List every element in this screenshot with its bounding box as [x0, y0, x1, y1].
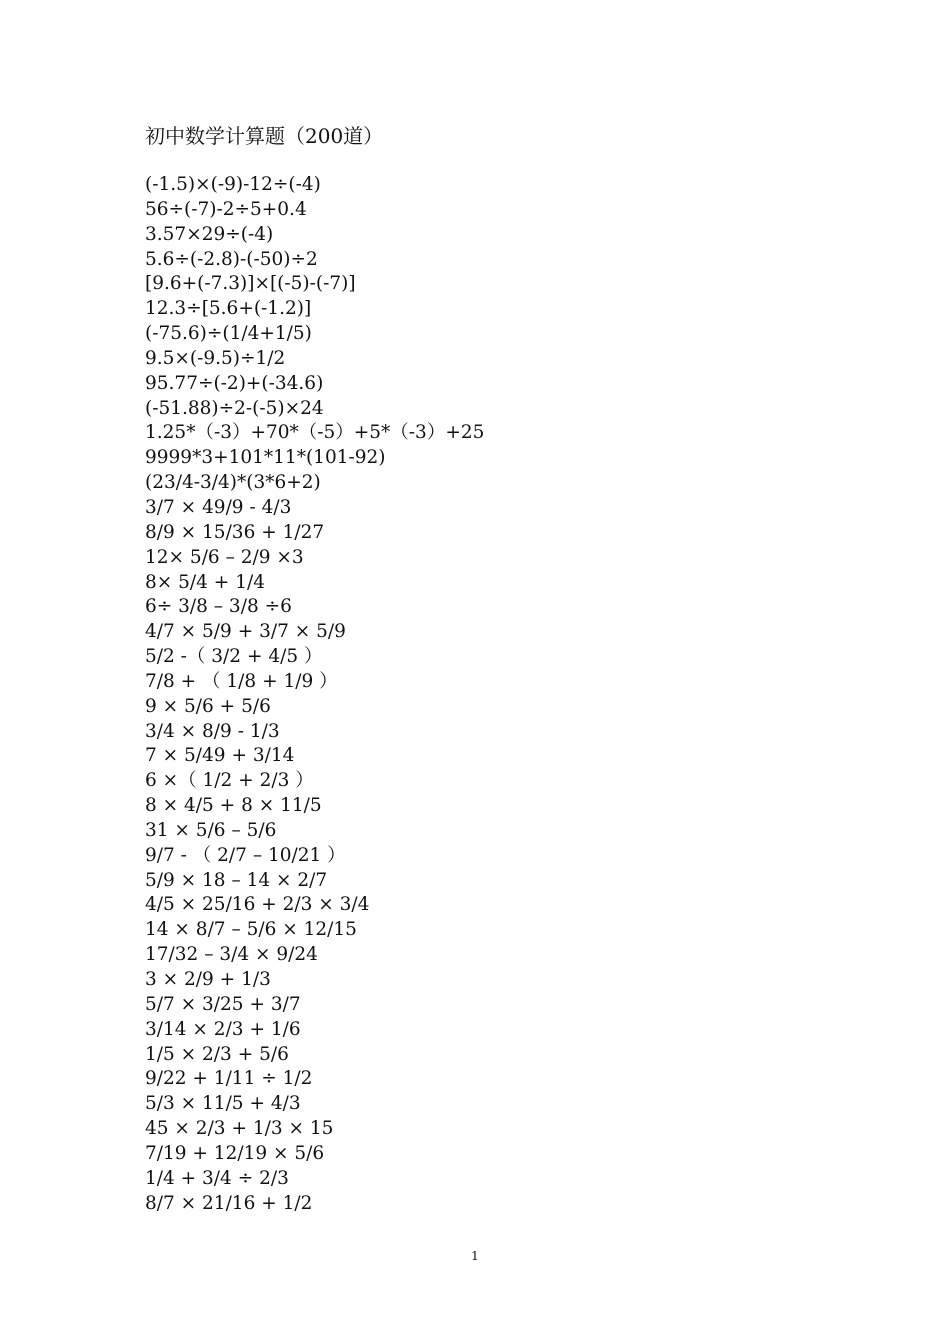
- problem-line: 7/8 + （ 1/8 + 1/9 ）: [145, 670, 338, 692]
- problem-line: 4/7 × 5/9 + 3/7 × 5/9: [145, 621, 346, 643]
- problem-line: 8 × 4/5 + 8 × 11/5: [145, 795, 322, 817]
- problem-line: 7/19 + 12/19 × 5/6: [145, 1142, 325, 1164]
- problem-line: 6 ×（ 1/2 + 2/3 ）: [145, 770, 314, 792]
- problem-line: 5/7 × 3/25 + 3/7: [145, 993, 301, 1015]
- problem-line: 3 × 2/9 + 1/3: [145, 969, 271, 990]
- problem-line: 45 × 2/3 + 1/3 × 15: [145, 1118, 334, 1140]
- problem-line: 7 × 5/49 + 3/14: [145, 745, 295, 767]
- problem-line: 9.5×(-9.5)÷1/2: [145, 347, 286, 369]
- problem-line: 12× 5/6 – 2/9 ×3: [145, 546, 304, 568]
- problem-line: 9/7 - （ 2/7 – 10/21 ）: [145, 844, 346, 866]
- problem-line: 1/5 × 2/3 + 5/6: [145, 1043, 289, 1065]
- problem-line: 5/2 -（ 3/2 + 4/5 ）: [145, 646, 323, 668]
- problem-line: 5.6÷(-2.8)-(-50)÷2: [145, 248, 318, 270]
- problem-line: (23/4-3/4)*(3*6+2): [145, 472, 321, 494]
- problem-line: 9/22 + 1/11 ÷ 1/2: [145, 1068, 313, 1090]
- problem-line: 3/4 × 8/9 - 1/3: [145, 720, 280, 742]
- problem-line: 5/3 × 11/5 + 4/3: [145, 1093, 301, 1115]
- problem-line: 9999*3+101*11*(101-92): [145, 447, 386, 469]
- problem-line: 8/9 × 15/36 + 1/27: [145, 521, 325, 543]
- problem-line: 6÷ 3/8 – 3/8 ÷6: [145, 596, 292, 618]
- problem-line: 3/14 × 2/3 + 1/6: [145, 1018, 301, 1040]
- page-title: 初中数学计算题（200道）: [145, 124, 384, 148]
- problem-line: 17/32 – 3/4 × 9/24: [145, 944, 318, 966]
- problem-list: [145, 173, 484, 1216]
- problem-line: 1/4 + 3/4 ÷ 2/3: [145, 1167, 289, 1189]
- problem-line: 56÷(-7)-2÷5+0.4: [145, 198, 307, 220]
- problem-line: 1.25*（-3）+70*（-5）+5*（-3）+25: [145, 422, 485, 444]
- problem-line: 31 × 5/6 – 5/6: [145, 819, 277, 841]
- problem-line: (-51.88)÷2-(-5)×24: [145, 397, 324, 419]
- problem-line: (-75.6)÷(1/4+1/5): [145, 323, 312, 345]
- problem-line: 8× 5/4 + 1/4: [145, 571, 265, 593]
- problem-line: 95.77÷(-2)+(-34.6): [145, 372, 324, 394]
- problem-line: 3/7 × 49/9 - 4/3: [145, 496, 292, 518]
- problem-line: 5/9 × 18 – 14 × 2/7: [145, 869, 328, 891]
- problem-line: [9.6+(-7.3)]×[(-5)-(-7)]: [145, 273, 356, 295]
- problem-line: 4/5 × 25/16 + 2/3 × 3/4: [145, 894, 370, 916]
- problem-line: 12.3÷[5.6+(-1.2)]: [145, 298, 312, 320]
- problem-line: 9 × 5/6 + 5/6: [145, 695, 271, 717]
- problem-line: 14 × 8/7 – 5/6 × 12/15: [145, 919, 357, 941]
- page-number: 1: [471, 1249, 479, 1263]
- problem-line: 8/7 × 21/16 + 1/2: [145, 1192, 313, 1214]
- problem-line: 3.57×29÷(-4): [145, 223, 274, 245]
- problem-line: (-1.5)×(-9)-12÷(-4): [145, 174, 321, 195]
